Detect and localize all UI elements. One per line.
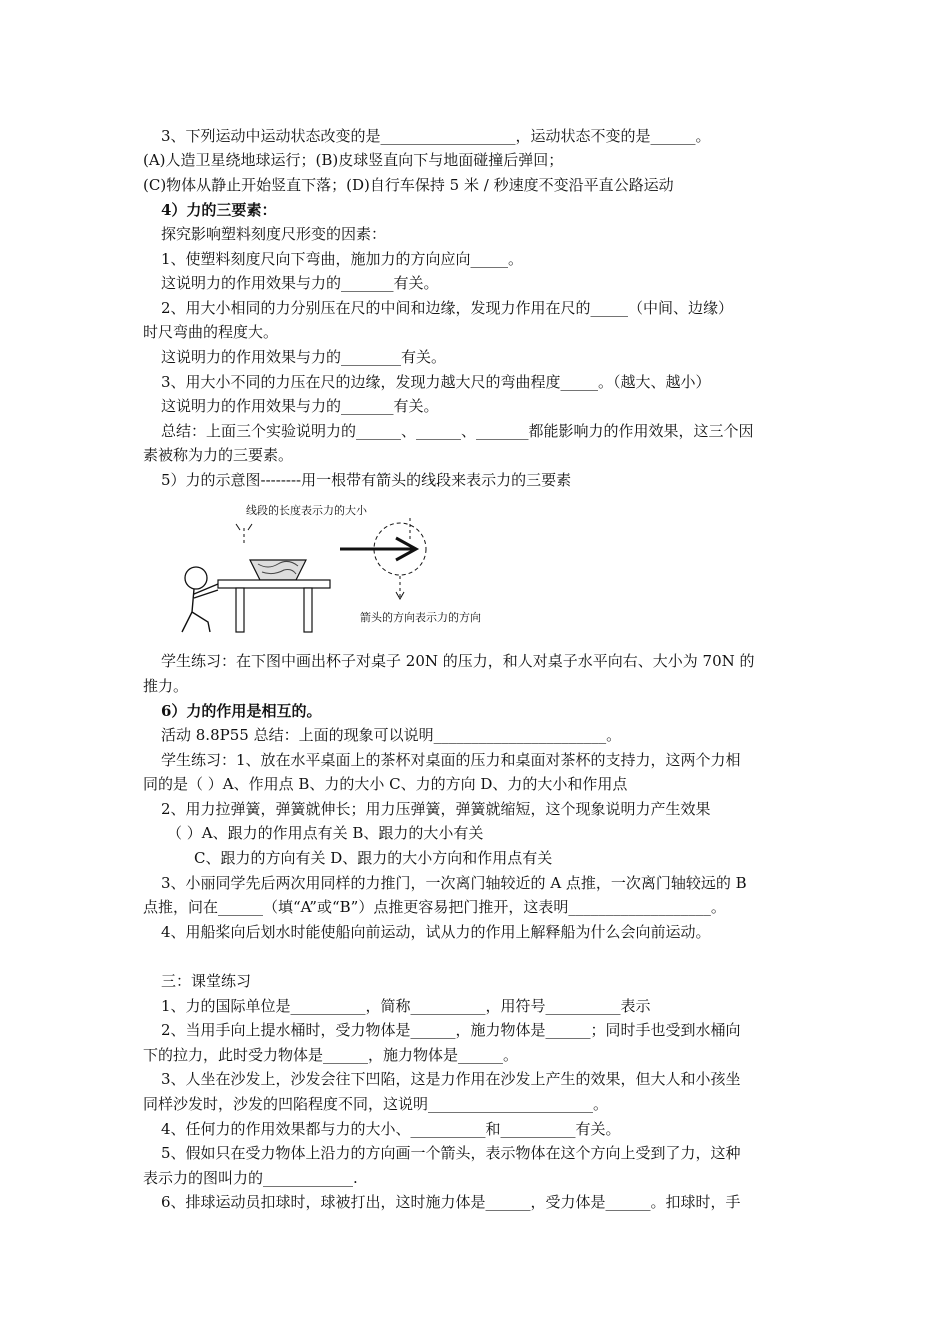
class-q6: 6、排球运动员扣球时，球被打出，这时施力体是______，受力体是______。扣球时，手 — [161, 1193, 741, 1211]
tick-mark-left — [236, 524, 240, 530]
practice-q2-options-cd: C、跟力的方向有关 D、跟力的大小方向和作用点有关 — [194, 849, 553, 867]
practice-q1: 学生练习：1、放在水平桌面上的茶杯对桌面的压力和桌面对茶杯的支持力，这两个力相 — [161, 751, 741, 769]
class-q3-cont: 同样沙发时，沙发的凹陷程度不同，这说明______________________。 — [143, 1095, 609, 1113]
section-heading-three-elements: 4）力的三要素： — [161, 201, 277, 219]
section-heading-force-diagram: 5）力的示意图--------用一根带有箭头的线段来表示力的三要素 — [161, 471, 572, 489]
person-body — [182, 584, 218, 632]
summary-three-elements-cont: 素被称为力的三要素。 — [143, 446, 294, 464]
class-q1: 1、力的国际单位是__________，简称__________，用符号__________表示 — [161, 997, 651, 1015]
class-q5: 5、假如只在受力物体上沿力的方向画一个箭头，表示物体在这个方向上受到了力，这种 — [161, 1144, 741, 1162]
tick-mark-right — [248, 524, 252, 530]
force-diagram-figure — [178, 500, 538, 640]
experiment-3-conclusion: 这说明力的作用效果与力的_______有关。 — [161, 397, 439, 415]
figure-label-length: 线段的长度表示力的大小 — [246, 504, 367, 517]
class-q3: 3、人坐在沙发上，沙发会往下凹陷，这是力作用在沙发上产生的效果，但大人和小孩坐 — [161, 1070, 741, 1088]
practice-q3-cont: 点推，问在______（填“A”或“B”）点推更容易把门推开，这表明___________________。 — [143, 898, 726, 916]
force-diagram-illustration — [178, 500, 538, 640]
person-head — [185, 567, 207, 589]
section-heading-interaction: 6）力的作用是相互的。 — [161, 702, 322, 720]
practice-q2: 2、用力拉弹簧，弹簧就伸长；用力压弹簧，弹簧就缩短，这个现象说明力产生效果 — [161, 800, 711, 818]
class-q5-cont: 表示力的图叫力的____________. — [143, 1169, 358, 1187]
practice-q3: 3、小丽同学先后两次用同样的力推门，一次离门轴较近的 A 点推，一次离门轴较远的 B — [161, 874, 747, 892]
class-q2-cont: 下的拉力，此时受力物体是______，施力物体是______。 — [143, 1046, 519, 1064]
practice-q1-options: 同的是（ ）A、作用点 B、力的大小 C、力的方向 D、力的大小和作用点 — [143, 775, 628, 793]
experiment-2: 2、用大小相同的力分别压在尺的中间和边缘，发现力作用在尺的_____（中间、边缘） — [161, 299, 734, 317]
section-heading-class-practice: 三：课堂练习 — [161, 972, 252, 990]
class-q2: 2、当用手向上提水桶时，受力物体是______，施力物体是______；同时手也受到水桶向 — [161, 1021, 741, 1039]
experiment-1: 1、使塑料刻度尺向下弯曲，施加力的方向应向_____。 — [161, 250, 524, 268]
experiment-2-conclusion: 这说明力的作用效果与力的________有关。 — [161, 348, 447, 366]
practice-q2-options-ab: （ ）A、跟力的作用点有关 B、跟力的大小有关 — [167, 824, 484, 842]
option-c-d: (C)物体从静止开始竖直下落；(D)自行车保持 5 米 / 秒速度不变沿平直公路运动 — [143, 176, 674, 194]
experiment-2-cont: 时尺弯曲的程度大。 — [143, 323, 279, 341]
table-leg-right — [304, 588, 312, 632]
figure-label-direction: 箭头的方向表示力的方向 — [360, 611, 481, 624]
class-q4: 4、任何力的作用效果都与力的大小、__________和__________有关。 — [161, 1120, 621, 1138]
bowl-icon — [250, 560, 306, 580]
table-top — [218, 580, 330, 588]
student-practice-draw: 学生练习：在下图中画出杯子对桌子 20N 的压力，和人对桌子水平向右、大小为 70N 的 — [161, 652, 755, 670]
experiment-intro: 探究影响塑料刻度尺形变的因素： — [161, 225, 387, 243]
option-a-b: (A)人造卫星绕地球运行；(B)皮球竖直向下与地面碰撞后弹回； — [143, 151, 564, 169]
experiment-1-conclusion: 这说明力的作用效果与力的_______有关。 — [161, 274, 439, 292]
student-practice-draw-cont: 推力。 — [143, 677, 189, 695]
summary-three-elements: 总结：上面三个实验说明力的______、______、_______都能影响力的作用效果，这三个因 — [161, 422, 754, 440]
activity-summary: 活动 8.8P55 总结：上面的现象可以说明_______________________。 — [161, 726, 622, 744]
practice-q4: 4、用船桨向后划水时能使船向前运动，试从力的作用上解释船为什么会向前运动。 — [161, 923, 711, 941]
question-3-motion-state: 3、下列运动中运动状态改变的是__________________，运动状态不变的是______。 — [161, 127, 711, 145]
experiment-3: 3、用大小不同的力压在尺的边缘，发现力越大尺的弯曲程度_____。（越大、越小） — [161, 373, 711, 391]
table-leg-left — [236, 588, 244, 632]
